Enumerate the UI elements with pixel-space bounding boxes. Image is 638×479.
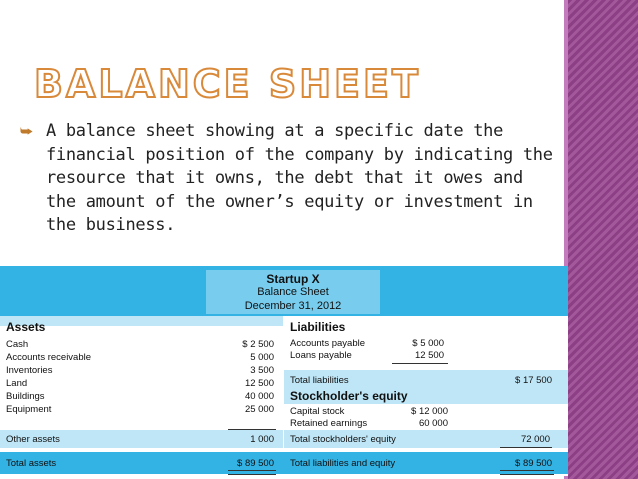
liabilities-header: Liabilities	[290, 320, 346, 334]
total-liabilities-value: $ 17 500	[515, 375, 552, 386]
asset-label: Accounts receivable	[6, 352, 92, 363]
bullet-paragraph	[20, 120, 560, 238]
sheet-header	[0, 266, 568, 316]
bullet-text: A balance sheet showing at a specific date the financial position of the company by indicating the resource that it owns, the debt that it owes and the amount of the owner’s equity or investment in the business.	[46, 121, 553, 236]
equity-header: Stockholder's equity	[290, 389, 408, 403]
sheet-name: Balance Sheet	[257, 286, 329, 298]
asset-value: 3 500	[250, 365, 274, 376]
asset-label: Cash	[6, 339, 29, 350]
total-equity-label: Total stockholders' equity	[290, 434, 396, 445]
liabilities-subtotal-line	[392, 363, 448, 364]
sheet-company: Startup X	[266, 272, 320, 286]
asset-label: Buildings	[6, 391, 45, 402]
asset-value: 5 000	[250, 352, 274, 363]
asset-value: 1 000	[250, 434, 274, 445]
asset-value: $ 2 500	[242, 339, 274, 350]
sheet-date: December 31, 2012	[244, 300, 342, 312]
asset-label: Land	[6, 378, 28, 389]
liability-label: Accounts payable	[290, 338, 365, 349]
assets-subtotal-line	[228, 429, 276, 430]
total-assets-label: Total assets	[6, 458, 57, 469]
bullet-arrow-icon: ⮩	[20, 124, 34, 140]
total-le-double-underline	[500, 470, 554, 475]
asset-label: Equipment	[6, 404, 52, 415]
liability-label: Loans payable	[290, 350, 352, 361]
balance-sheet-table	[0, 266, 568, 476]
equity-label: Capital stock	[290, 406, 345, 417]
asset-label: Other assets	[6, 434, 60, 445]
total-assets-value: $ 89 500	[237, 458, 274, 469]
equity-subtotal-line	[500, 447, 552, 448]
liability-value: 12 500	[414, 350, 444, 361]
total-le-label: Total liabilities and equity	[290, 458, 396, 469]
equity-label: Retained earnings	[290, 418, 368, 429]
total-le-value: $ 89 500	[515, 458, 552, 469]
liability-value: $ 5 000	[412, 338, 444, 349]
asset-label: Inventories	[6, 365, 53, 376]
equity-value: 60 000	[418, 418, 448, 429]
column-separator	[283, 316, 284, 452]
total-assets-double-underline	[228, 470, 276, 475]
slide-title: BALANCE SHEET	[34, 62, 421, 106]
asset-value: 12 500	[244, 378, 274, 389]
asset-value: 25 000	[244, 404, 274, 415]
equity-value: $ 12 000	[411, 406, 448, 417]
total-liabilities-label: Total liabilities	[290, 375, 349, 386]
total-equity-value: 72 000	[520, 434, 550, 445]
decorative-side-band	[568, 0, 638, 479]
assets-header: Assets	[6, 320, 46, 334]
asset-value: 40 000	[244, 391, 274, 402]
